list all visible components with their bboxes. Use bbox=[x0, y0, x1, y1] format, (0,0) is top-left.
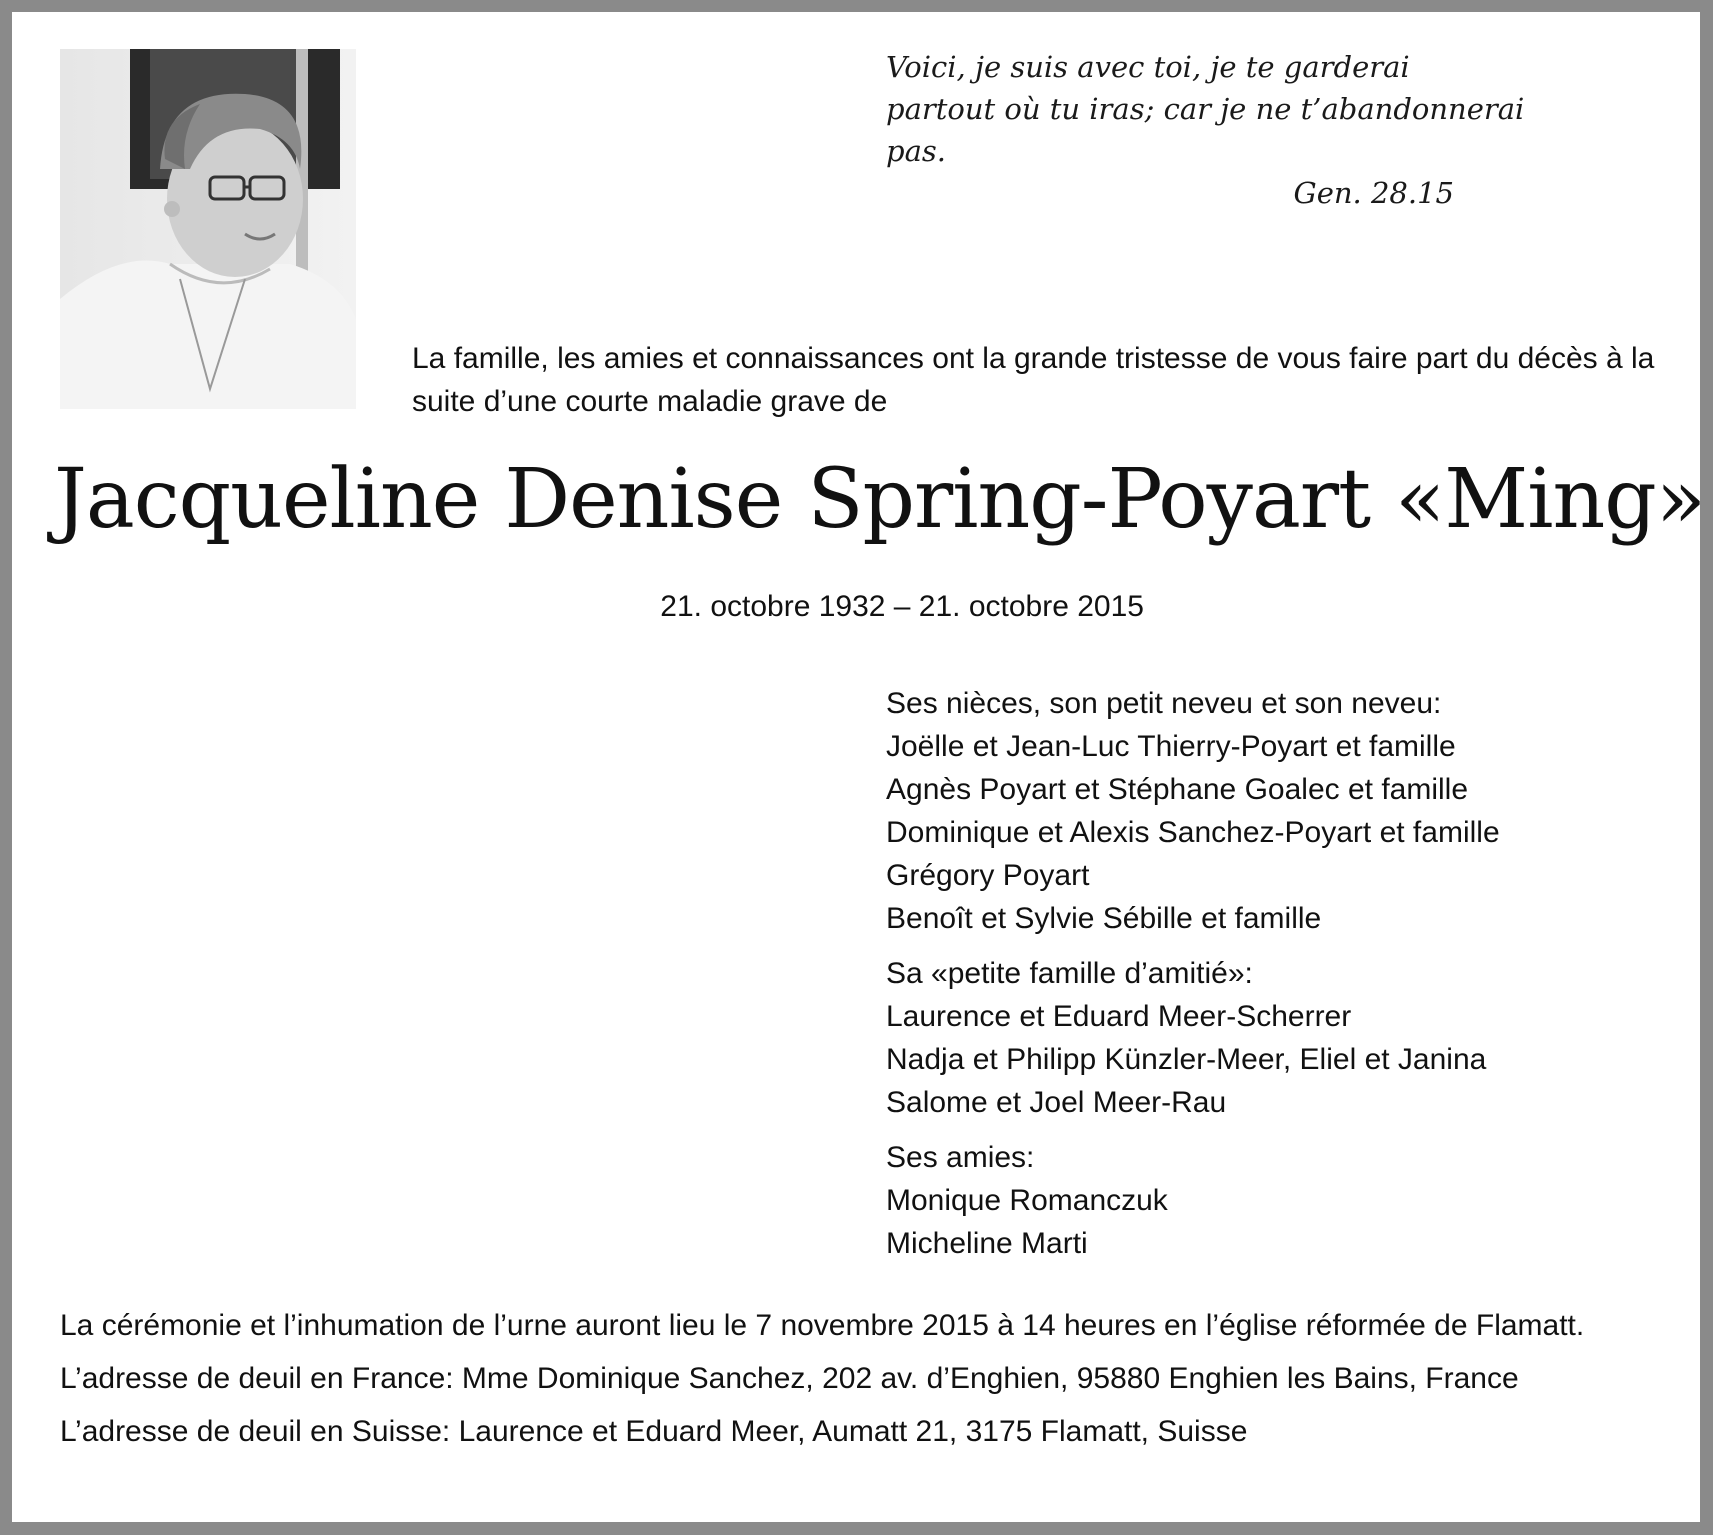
footer-info bbox=[60, 1304, 1670, 1463]
mourner-name: Agnès Poyart et Stéphane Goalec et famille bbox=[886, 773, 1469, 806]
mourner-group-friendship-family bbox=[886, 952, 1666, 1124]
mourner-group-friends bbox=[886, 1136, 1666, 1265]
life-dates: 21. octobre 1932 – 21. octobre 2015 bbox=[660, 590, 1144, 623]
verse-line-2: partout où tu iras; car je ne t’abandonnerai pas. bbox=[886, 92, 1525, 168]
mourners-list bbox=[886, 682, 1666, 1277]
group-heading: Sa «petite famille d’amitié»: bbox=[886, 957, 1253, 990]
mourner-name: Joëlle et Jean-Luc Thierry-Poyart et famille bbox=[886, 730, 1456, 763]
announcement-intro: La famille, les amies et connaissances ont la grande tristesse de vous faire part du décès à la suite d’une courte maladie grave de bbox=[412, 342, 1655, 418]
mourner-group-family bbox=[886, 682, 1666, 940]
verse-reference: Gen. 28.15 bbox=[1293, 176, 1454, 210]
mourner-name: Benoît et Sylvie Sébille et famille bbox=[886, 902, 1322, 935]
mourner-name: Monique Romanczuk bbox=[886, 1184, 1168, 1217]
mourner-name: Laurence et Eduard Meer-Scherrer bbox=[886, 1000, 1352, 1033]
mourner-name: Dominique et Alexis Sanchez-Poyart et famille bbox=[886, 816, 1500, 849]
address-switzerland: L’adresse de deuil en Suisse: Laurence et Eduard Meer, Aumatt 21, 3175 Flamatt, Suisse bbox=[60, 1415, 1248, 1448]
mourner-name: Salome et Joel Meer-Rau bbox=[886, 1086, 1227, 1119]
mourner-name: Grégory Poyart bbox=[886, 859, 1090, 892]
mourner-name: Nadja et Philipp Künzler-Meer, Eliel et Janina bbox=[886, 1043, 1487, 1076]
bible-verse bbox=[886, 46, 1566, 214]
group-heading: Ses amies: bbox=[886, 1141, 1035, 1174]
obituary-notice bbox=[12, 12, 1705, 1522]
portrait-image bbox=[60, 49, 356, 409]
portrait-photo bbox=[60, 49, 356, 409]
group-heading: Ses nièces, son petit neveu et son neveu: bbox=[886, 687, 1442, 720]
ceremony-info: La cérémonie et l’inhumation de l’urne auront lieu le 7 novembre 2015 à 14 heures en l’église réformée de Flamatt. bbox=[60, 1309, 1585, 1342]
mourner-name: Micheline Marti bbox=[886, 1227, 1088, 1260]
deceased-name: Jacqueline Denise Spring-Poyart «Ming» bbox=[54, 452, 1705, 547]
address-france: L’adresse de deuil en France: Mme Dominique Sanchez, 202 av. d’Enghien, 95880 Enghien les Bains, France bbox=[60, 1362, 1519, 1395]
verse-line-1: Voici, je suis avec toi, je te garderai bbox=[886, 50, 1410, 84]
